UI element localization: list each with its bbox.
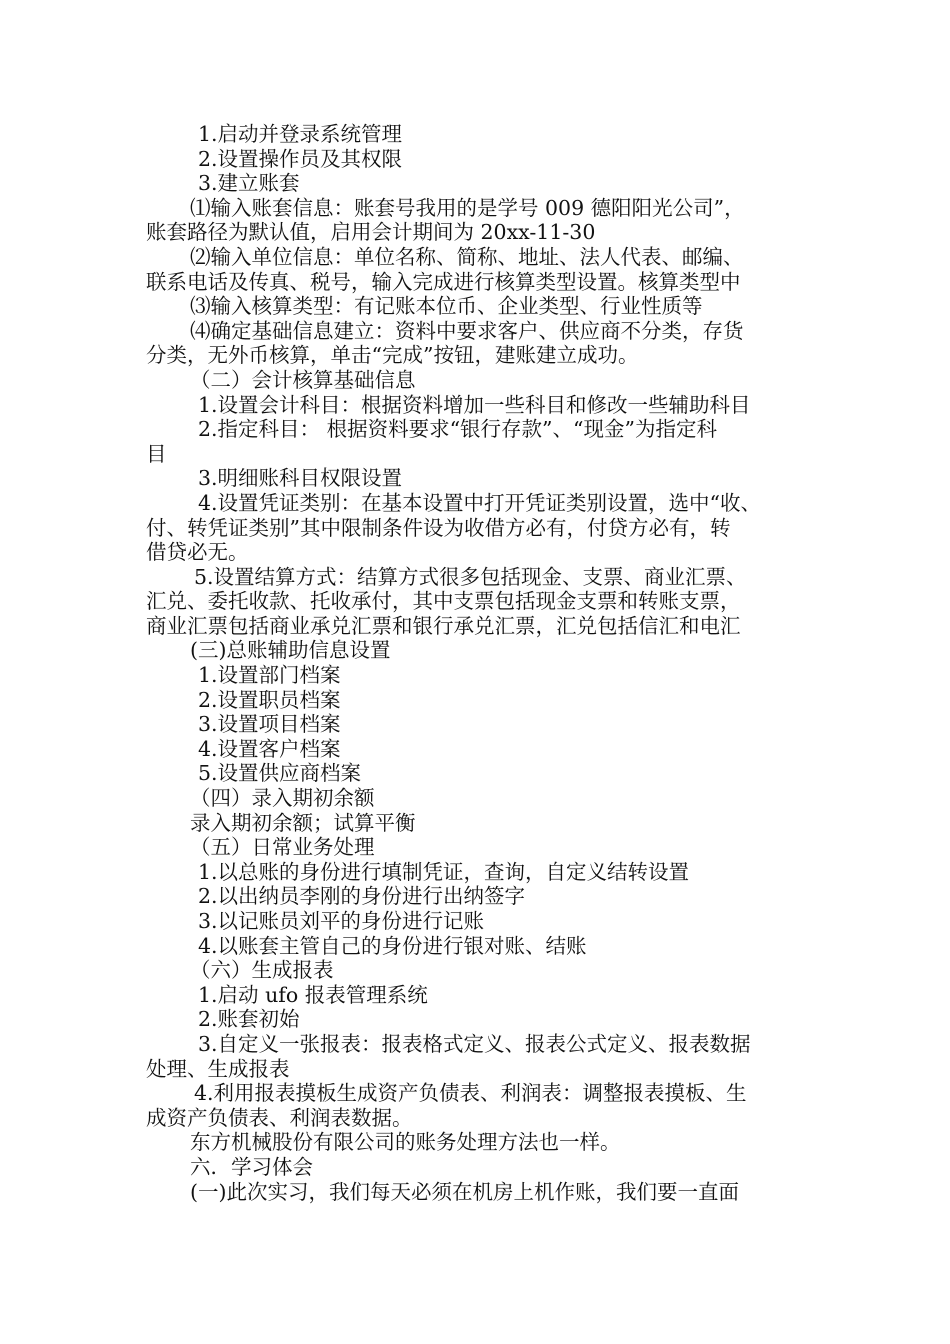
text-line: 5.设置结算方式：结算方式很多包括现金、支票、商业汇票、 [194, 564, 747, 589]
text-line: 3.设置项目档案 [198, 712, 341, 737]
text-line: 汇兑、委托收款、托收承付，其中支票包括现金支票和转账支票， [146, 589, 741, 614]
text-line: 5.设置供应商档案 [198, 761, 362, 786]
text-line: 处理、生成报表 [146, 1056, 290, 1081]
text-line: ⑷确定基础信息建立：资料中要求客户、供应商不分类，存货 [190, 318, 744, 343]
text-line: 目 [146, 441, 167, 466]
text-line: 付、转凭证类别”其中限制条件设为收借方必有，付贷方必有，转 [146, 515, 731, 540]
text-line: 借贷必无。 [146, 540, 249, 565]
text-line: (一)此次实习，我们每天必须在机房上机作账，我们要一直面 [190, 1179, 739, 1204]
text-line: 4.利用报表摸板生成资产负债表、利润表：调整报表摸板、生 [194, 1081, 747, 1106]
text-line: 4.以账套主管自己的身份进行银对账、结账 [198, 933, 587, 958]
text-line: ⑵输入单位信息：单位名称、简称、地址、法人代表、邮编、 [190, 244, 744, 269]
text-line: （二）会计核算基础信息 [190, 367, 416, 392]
text-line: 3.自定义一张报表：报表格式定义、报表公式定义、报表数据 [198, 1031, 751, 1056]
text-line: 商业汇票包括商业承兑汇票和银行承兑汇票，汇兑包括信汇和电汇 [146, 613, 741, 638]
text-line: 2.以出纳员李刚的身份进行出纳签字 [198, 884, 526, 909]
text-line: 3.以记账员刘平的身份进行记账 [198, 909, 485, 933]
text-line: （四）录入期初余额 [190, 786, 375, 811]
text-line: 1.设置部门档案 [198, 663, 341, 688]
text-line: 联系电话及传真、税号，输入完成进行核算类型设置。核算类型中 [146, 269, 741, 294]
text-line: 1.启动并登录系统管理 [198, 122, 403, 146]
text-line: 六．学习体会 [190, 1154, 313, 1179]
text-line: 1.启动 ufo 报表管理系统 [198, 982, 428, 1007]
text-line: 2.设置操作员及其权限 [198, 146, 403, 171]
text-line: 2.账套初始 [198, 1007, 300, 1032]
text-line: 东方机械股份有限公司的账务处理方法也一样。 [190, 1130, 621, 1155]
text-line: （五）日常业务处理 [190, 835, 375, 860]
text-line: 3.明细账科目权限设置 [198, 466, 403, 491]
text-line: 2.设置职员档案 [198, 687, 341, 712]
text-line: 3.建立账套 [198, 171, 300, 196]
text-line: 录入期初余额；试算平衡 [190, 810, 416, 835]
text-line: 账套路径为默认值，启用会计期间为 20xx-11-30 [146, 220, 596, 245]
text-line: (三)总账辅助信息设置 [190, 638, 391, 663]
text-line: 1.以总账的身份进行填制凭证，查询，自定义结转设置 [198, 859, 690, 884]
text-line: 分类，无外币核算，单击“完成”按钮，建账建立成功。 [146, 343, 639, 368]
text-line: 4.设置客户档案 [198, 736, 341, 761]
text-line: ⑶输入核算类型：有记账本位币、企业类型、行业性质等 [190, 294, 703, 319]
text-line: ⑴输入账套信息：账套号我用的是学号 009 德阳阳光公司”， [190, 195, 745, 220]
text-line: 成资产负债表、利润表数据。 [146, 1105, 413, 1130]
text-line: （六）生成报表 [190, 958, 334, 983]
text-line: 2.指定科目： 根据资料要求“银行存款”、“现金”为指定科 [198, 417, 717, 442]
document-body [146, 122, 816, 1204]
text-line: 4.设置凭证类别：在基本设置中打开凭证类别设置，选中“收、 [198, 490, 762, 515]
text-line: 1.设置会计科目：根据资料增加一些科目和修改一些辅助科目 [198, 392, 751, 417]
